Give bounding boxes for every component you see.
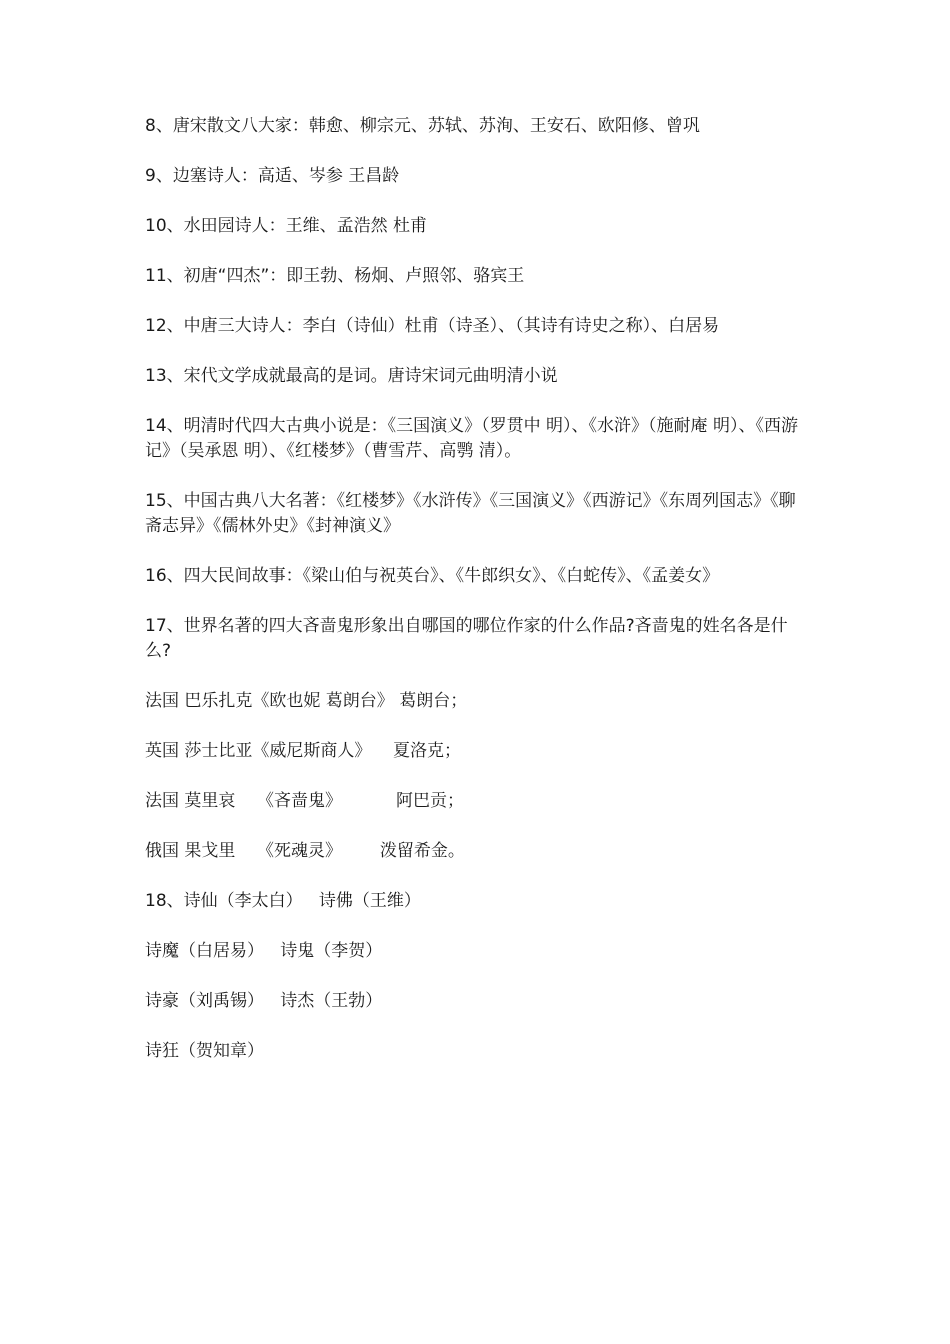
list-item: 12、中唐三大诗人：李白（诗仙）杜甫（诗圣）、（其诗有诗史之称）、白居易 <box>145 316 720 336</box>
list-item: 17、世界名著的四大吝啬鬼形象出自哪国的哪位作家的什么作品?吝啬鬼的姓名各是什么? <box>145 616 788 661</box>
list-item: 13、宋代文学成就最高的是词。唐诗宋词元曲明清小说 <box>145 366 558 386</box>
list-item: 18、诗仙（李太白） 诗佛（王维） <box>145 891 421 911</box>
list-item: 诗魔（白居易） 诗鬼（李贺） <box>145 941 383 961</box>
list-item: 16、四大民间故事：《梁山伯与祝英台》、《牛郎织女》、《白蛇传》、《孟姜女》 <box>145 566 720 586</box>
list-item: 14、明清时代四大古典小说是：《三国演义》（罗贯中 明）、《水浒》（施耐庵 明）、《西游记》（吴承恩 明）、《红楼梦》（曹雪芹、高鹗 清）。 <box>145 416 798 461</box>
list-item: 法国 巴乐扎克《欧也妮 葛朗台》 葛朗台； <box>145 691 468 711</box>
list-item: 俄国 果戈里 《死魂灵》 泼留希金。 <box>145 841 465 861</box>
list-item: 诗豪（刘禹锡） 诗杰（王勃） <box>145 991 383 1011</box>
list-item: 9、边塞诗人：高适、岑参 王昌龄 <box>145 166 400 186</box>
list-item: 诗狂（贺知章） <box>145 1041 264 1061</box>
list-item: 法国 莫里哀 《吝啬鬼》 阿巴贡； <box>145 791 465 811</box>
list-item: 15、中国古典八大名著：《红楼梦》《水浒传》《三国演义》《西游记》《东周列国志》《聊斋志异》《儒林外史》《封神演义》 <box>145 491 796 536</box>
document-body <box>145 114 810 1089</box>
list-item: 11、初唐“四杰”：即王勃、杨炯、卢照邻、骆宾王 <box>145 266 525 286</box>
list-item: 英国 莎士比亚《威尼斯商人》 夏洛克； <box>145 741 462 761</box>
list-item: 8、唐宋散文八大家：韩愈、柳宗元、苏轼、苏洵、王安石、欧阳修、曾巩 <box>145 116 700 136</box>
list-item: 10、水田园诗人：王维、孟浩然 杜甫 <box>145 216 428 236</box>
